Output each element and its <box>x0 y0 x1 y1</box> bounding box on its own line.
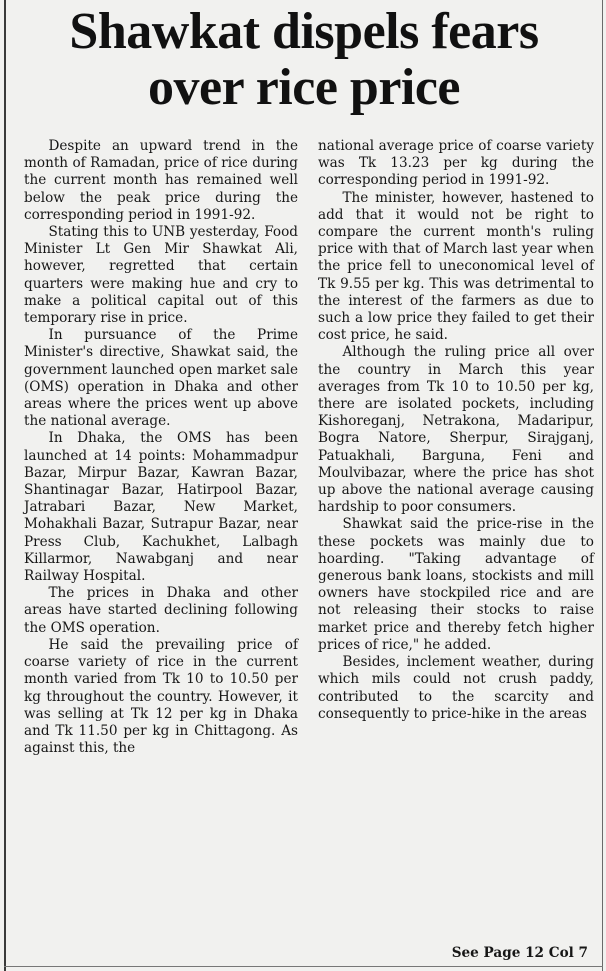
paragraph: The minister, however, hastened to add that it would not be right to compare the current month's ruling price with that of March last year when the price fell to uneconomical level of Tk 9.55 per kg. This was detrimental to the interest of the farmers as due to such a low price they failed to get their cost price, he said. <box>318 189 594 344</box>
right-column <box>318 138 594 723</box>
paragraph: The prices in Dhaka and other areas have started declining following the OMS operation. <box>24 585 298 636</box>
paragraph: Stating this to UNB yesterday, Food Minister Lt Gen Mir Shawkat Ali, however, regretted that certain quarters were making hue and cry to make a political capital out of this temporary rise in price. <box>24 224 298 327</box>
headline-line-2: over rice price <box>147 59 460 116</box>
bottom-border-rule <box>4 966 603 967</box>
paragraph: Although the ruling price all over the country in March this year averages from Tk 10 to 10.50 per kg, there are isolated pockets, including Kishoreganj, Netrakona, Madaripur, Bogra Natore, Sherpur, Sirajganj, Patuakhali, Barguna, Feni and Moulvibazar, where the price has shot up above the national average causing hardship to poor consumers. <box>318 344 594 516</box>
headline <box>10 4 598 116</box>
continued-on-page-note: See Page 12 Col 7 <box>451 945 588 961</box>
headline-line-1: Shawkat dispels fears <box>69 3 539 60</box>
paragraph: In pursuance of the Prime Minister's directive, Shawkat said, the government launched open market sale (OMS) operation in Dhaka and other areas where the prices went up above the national average. <box>24 327 298 430</box>
right-border-rule <box>602 0 603 971</box>
paragraph: Despite an upward trend in the month of Ramadan, price of rice during the current month has remained well below the peak price during the corresponding period in 1991-92. <box>24 138 298 223</box>
paragraph: He said the prevailing price of coarse variety of rice in the current month varied from Tk 10 to 10.50 per kg throughout the country. However, it was selling at Tk 12 per kg in Dhaka and Tk 11.50 per kg in Chittagong. As against this, the <box>24 636 298 757</box>
paragraph: Shawkat said the price-rise in the these pockets was mainly due to hoarding. "Taking advantage of generous bank loans, stockists and mill owners have stockpiled rice and are not releasing their stocks to raise market price and thereby fetch higher prices of rice," he added. <box>318 516 594 653</box>
paragraph: In Dhaka, the OMS has been launched at 14 points: Mohammadpur Bazar, Mirpur Bazar, Kawran Bazar, Shantinagar Bazar, Hatirpool Bazar, Jatrabari Bazar, New Market, Mohakhali Bazar, Sutrapur Bazar, near Press Club, Kachukhet, Lalbagh Killarmor, Nawabganj and near Railway Hospital. <box>24 430 298 585</box>
paragraph: Besides, inclement weather, during which mils could not crush paddy, contributed to the scarcity and consequently to price-hike in the areas <box>318 654 594 722</box>
paragraph-continuation: national average price of coarse variety was Tk 13.23 per kg during the corresponding period in 1991-92. <box>318 138 594 189</box>
left-border-rule <box>4 0 6 971</box>
left-column <box>24 138 298 757</box>
